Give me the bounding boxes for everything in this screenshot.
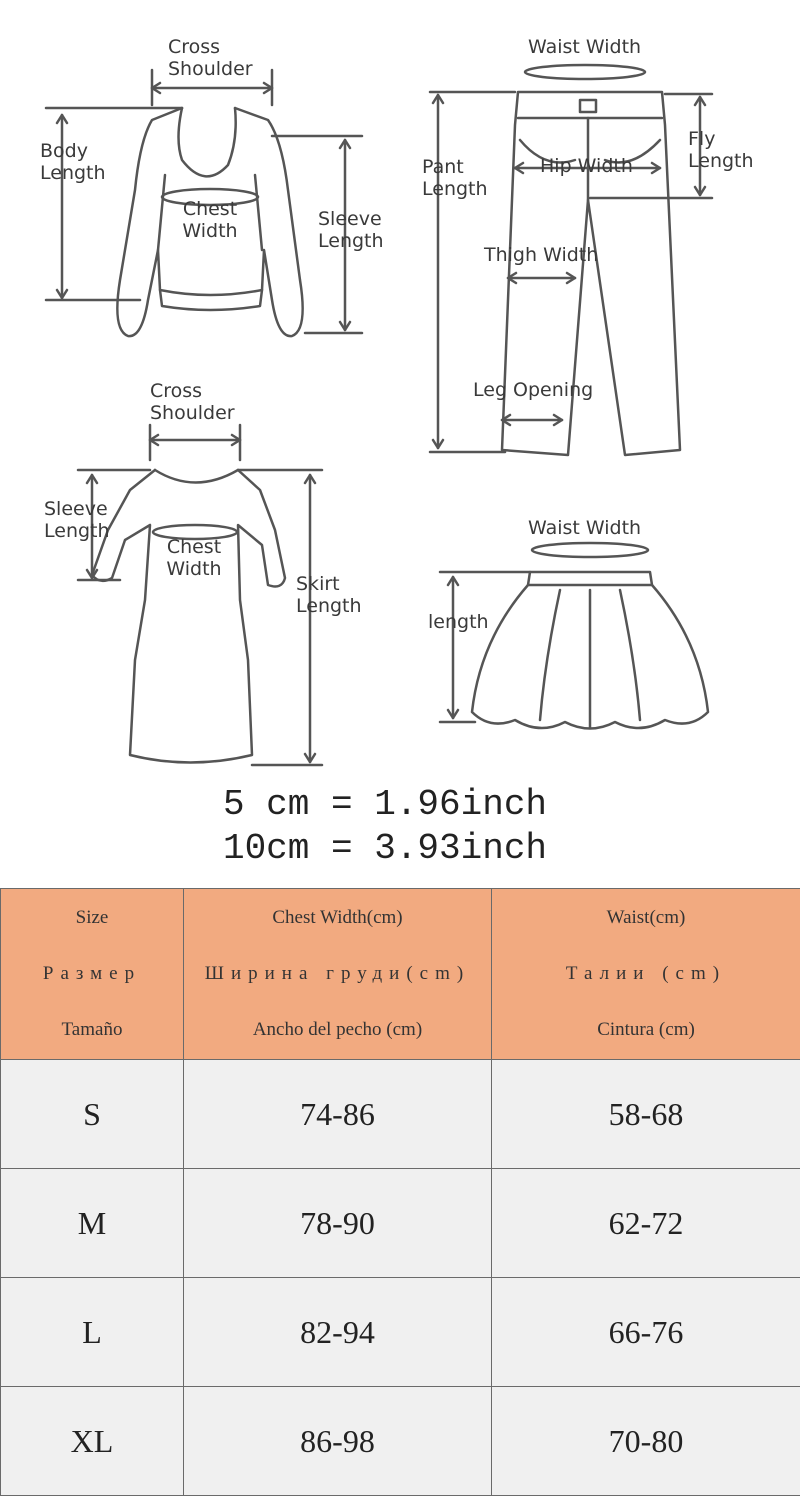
size-cell: XL [1, 1387, 184, 1496]
top-body-length-label: Body Length [40, 140, 106, 184]
waist-cell: 70-80 [492, 1387, 800, 1496]
pants-fly-length-label: Fly Length [688, 128, 754, 172]
size-cell: M [1, 1169, 184, 1278]
waist-cell: 62-72 [492, 1169, 800, 1278]
pants-leg-opening-label: Leg Opening [473, 379, 593, 401]
header-chest-ru: Ширина груди(cm) [184, 946, 491, 1002]
conversion-line-1: 5 cm = 1.96inch [0, 784, 770, 825]
waist-cell: 58-68 [492, 1060, 800, 1169]
header-size-es: Tamaño [1, 1002, 183, 1058]
table-row [1, 1060, 800, 1169]
dress-arrows [78, 425, 322, 765]
chest-cell: 78-90 [184, 1169, 492, 1278]
size-chart-table [0, 888, 800, 1496]
dress-chest-width-label: Chest Width [158, 536, 230, 580]
chest-cell: 74-86 [184, 1060, 492, 1169]
table-row [1, 1278, 800, 1387]
header-chest-es: Ancho del pecho (cm) [184, 1002, 491, 1058]
dress-cross-shoulder-label: Cross Shoulder [150, 380, 235, 424]
pants-waist-width-label: Waist Width [528, 36, 641, 58]
pants-thigh-width-label: Thigh Width [484, 244, 598, 266]
table-header-row [1, 889, 800, 1060]
header-size [1, 889, 184, 1060]
skirt-arrows [440, 572, 530, 722]
table-row [1, 1387, 800, 1496]
table-row [1, 1169, 800, 1278]
header-size-ru: Размер [1, 946, 183, 1002]
dress-skirt-length-label: Skirt Length [296, 573, 362, 617]
header-waist-ru: Талии (cm) [492, 946, 800, 1002]
header-chest-en: Chest Width(cm) [184, 890, 491, 946]
chest-cell: 82-94 [184, 1278, 492, 1387]
header-waist-es: Cintura (cm) [492, 1002, 800, 1058]
top-sleeve-length-label: Sleeve Length [318, 208, 384, 252]
skirt-waist-width-label: Waist Width [528, 517, 641, 539]
header-chest [184, 889, 492, 1060]
header-waist-en: Waist(cm) [492, 890, 800, 946]
size-cell: L [1, 1278, 184, 1387]
size-cell: S [1, 1060, 184, 1169]
pants-length-label: Pant Length [422, 156, 488, 200]
waist-cell: 66-76 [492, 1278, 800, 1387]
header-size-en: Size [1, 890, 183, 946]
dress-drawing [92, 470, 285, 763]
header-waist [492, 889, 800, 1060]
chest-cell: 86-98 [184, 1387, 492, 1496]
top-chest-width-label: Chest Width [175, 198, 245, 242]
skirt-length-label: length [428, 611, 489, 633]
pants-hip-width-label: Hip Width [540, 155, 633, 177]
top-cross-shoulder-label: Cross Shoulder [168, 36, 253, 80]
dress-sleeve-length-label: Sleeve Length [44, 498, 110, 542]
conversion-line-2: 10cm = 3.93inch [0, 828, 770, 869]
